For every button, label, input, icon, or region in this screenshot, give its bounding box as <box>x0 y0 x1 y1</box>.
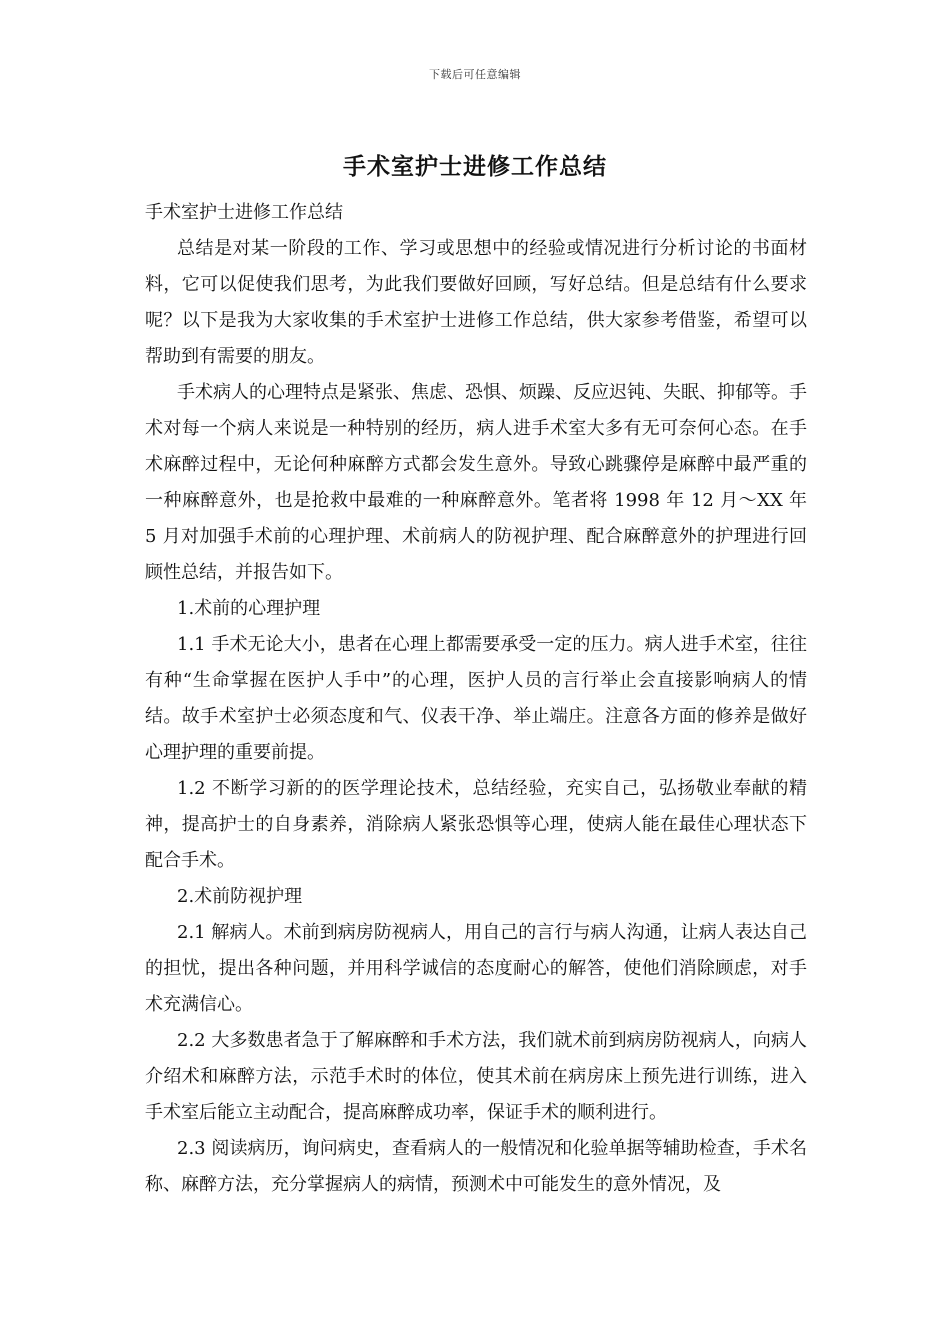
document-subtitle: 手术室护士进修工作总结 <box>145 202 343 223</box>
paragraph-1-1: 1.1 手术无论大小，患者在心理上都需要承受一定的压力。病人进手术室，往往有种“生命掌握在医护人手中”的心理，医护人员的言行举止会直接影响病人的情结。故手术室护士必须态度和气、仪表干净、举止端庄。注意各方面的修养是做好心理护理的重要前提。 <box>145 634 807 763</box>
paragraph-2-3: 2.3 阅读病历，询问病史，查看病人的一般情况和化验单据等辅助检查，手术名称、麻醉方法，充分掌握病人的病情，预测术中可能发生的意外情况，及 <box>145 1138 807 1195</box>
paragraph-1-2: 1.2 不断学习新的的医学理论技术，总结经验，充实自己，弘扬敬业奉献的精神，提高护士的自身素养，消除病人紧张恐惧等心理，使病人能在最佳心理状态下配合手术。 <box>145 778 807 871</box>
section-heading-1: 1.术前的心理护理 <box>177 598 321 619</box>
document-body <box>145 195 807 1203</box>
section-heading-2: 2.术前防视护理 <box>177 886 303 907</box>
paragraph-background: 手术病人的心理特点是紧张、焦虑、恐惧、烦躁、反应迟钝、失眠、抑郁等。手术对每一个病人来说是一种特别的经历，病人进手术室大多有无可奈何心态。在手术麻醉过程中，无论何种麻醉方式都会发生意外。导致心跳骤停是麻醉中最严重的一种麻醉意外，也是抢救中最难的一种麻醉意外。笔者将 1998 年 12 月～XX 年 5 月对加强手术前的心理护理、术前病人的防视护理、配合麻醉意外的护理进行回顾性总结，并报告如下。 <box>145 382 807 583</box>
paragraph-2-2: 2.2 大多数患者急于了解麻醉和手术方法，我们就术前到病房防视病人，向病人介绍术和麻醉方法，示范手术时的体位，使其术前在病房床上预先进行训练，进入手术室后能立主动配合，提高麻醉成功率，保证手术的顺利进行。 <box>145 1030 807 1123</box>
document-title: 手术室护士进修工作总结 <box>343 153 607 180</box>
header-note: 下载后可任意编辑 <box>429 68 521 81</box>
paragraph-2-1: 2.1 解病人。术前到病房防视病人，用自己的言行与病人沟通，让病人表达自己的担忧，提出各种问题，并用科学诚信的态度耐心的解答，使他们消除顾虑，对手术充满信心。 <box>145 922 807 1015</box>
paragraph-intro: 总结是对某一阶段的工作、学习或思想中的经验或情况进行分析讨论的书面材料，它可以促使我们思考，为此我们要做好回顾，写好总结。但是总结有什么要求呢？以下是我为大家收集的手术室护士进修工作总结，供大家参考借鉴，希望可以帮助到有需要的朋友。 <box>145 238 807 367</box>
